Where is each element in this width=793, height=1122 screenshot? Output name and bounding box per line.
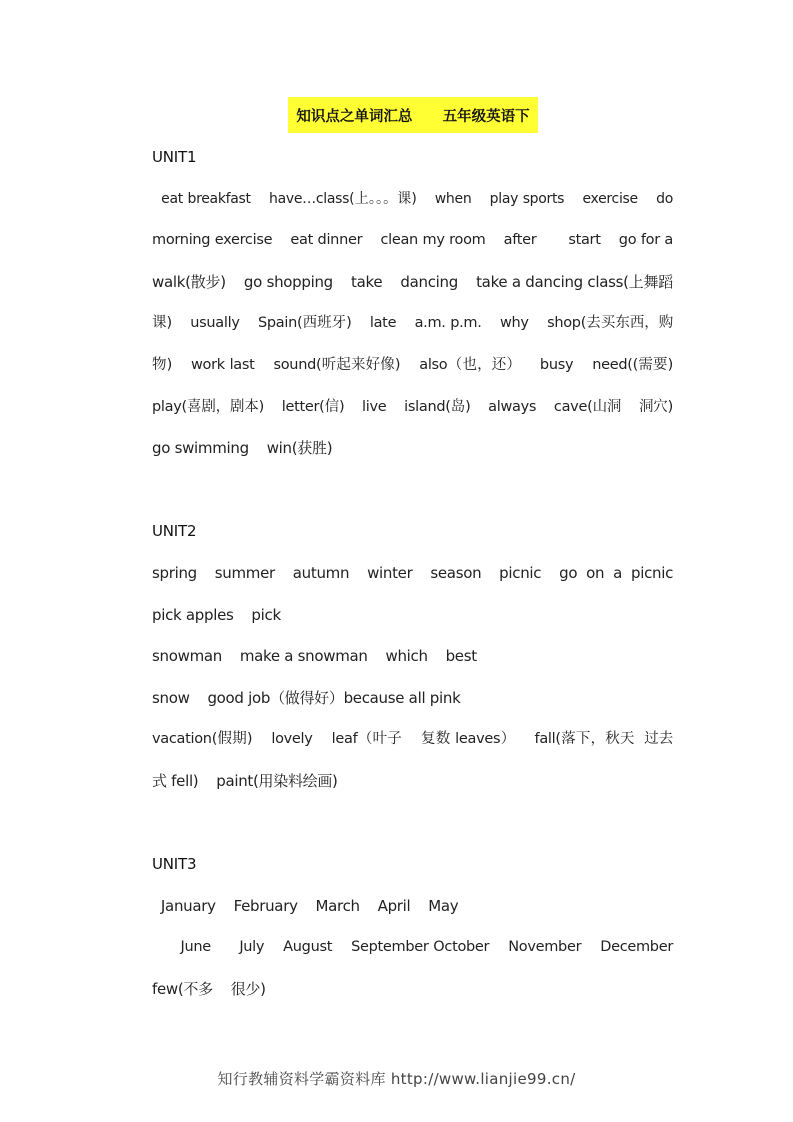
vocab-line: snow good job（做得好）because all pink	[152, 688, 461, 707]
vocab-line: snowman make a snowman which best	[152, 647, 477, 666]
section-spacer	[152, 470, 673, 512]
unit-heading: UNIT1	[152, 148, 197, 166]
vocab-line: play(喜剧，剧本) letter(信) live island(岛) always cave(山洞 洞穴)	[152, 398, 673, 415]
unit-heading: UNIT3	[152, 855, 197, 874]
unit-section-1	[152, 137, 673, 470]
vocab-line: go swimming win(获胜)	[152, 439, 333, 458]
vocab-line: June July August September October November December	[152, 939, 673, 956]
vocab-line: vacation(假期) lovely leaf（叶子 复数 leaves） fall(落下，秋天 过去	[152, 731, 673, 748]
vocab-line: few(不多 很少)	[152, 979, 266, 998]
vocab-line: January February March April May	[152, 896, 459, 915]
vocab-line: morning exercise eat dinner clean my room after start go for a	[152, 232, 673, 249]
footer-watermark: 知行教辅资料学霸资料库 http://www.lianjie99.cn/	[217, 1070, 576, 1088]
unit-heading: UNIT2	[152, 522, 197, 541]
section-spacer	[152, 803, 673, 845]
vocab-line: walk(散步) go shopping take dancing take a dancing class(上舞蹈	[152, 272, 673, 291]
vocabulary-content	[152, 137, 673, 1010]
unit-section-3	[152, 844, 673, 1010]
page-title: 知识点之单词汇总 五年级英语下	[288, 97, 538, 133]
vocab-line: 式 fell) paint(用染料绘画)	[152, 771, 338, 790]
vocab-line: spring summer autumn winter season picnic go on a picnic	[152, 563, 674, 582]
vocab-line: pick apples pick	[152, 605, 281, 624]
vocab-line: 物) work last sound(听起来好像) also（也，还） busy need((需要)	[152, 356, 673, 373]
vocab-line: eat breakfast have…class(上。。。课) when play sports exercise do	[152, 190, 673, 207]
vocab-line: 课) usually Spain(西班牙) late a.m. p.m. why shop(去买东西，购	[152, 315, 673, 332]
unit-section-2	[152, 511, 673, 802]
